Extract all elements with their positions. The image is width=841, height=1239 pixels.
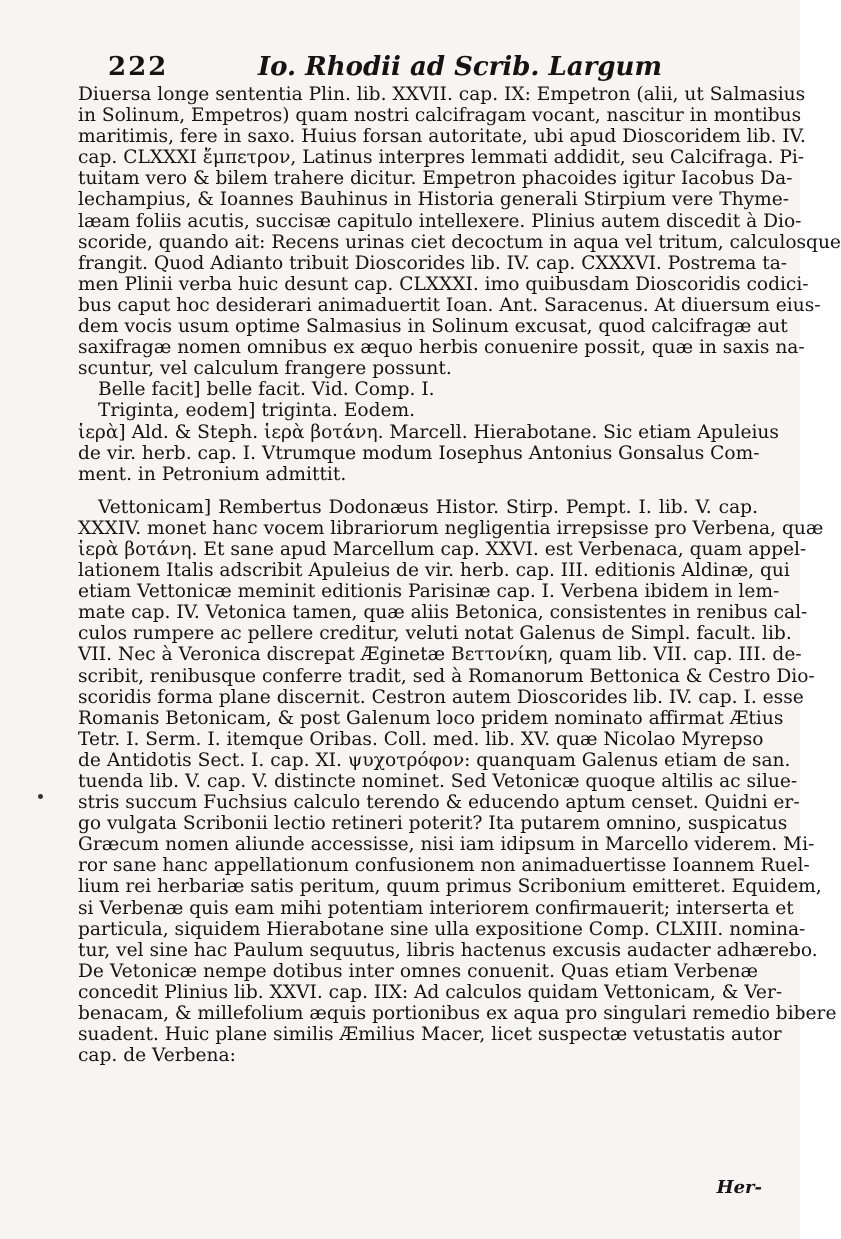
note-line: Belle facit] belle facit. Vid. Comp. I. [98, 379, 435, 401]
text-line: ror sane hanc appellationum confusionem non animaduertisse Ioannem Ruel- [78, 855, 810, 877]
text-line: saxifragæ nomen omnibus ex æquo herbis conuenire possit, quæ in saxis na- [78, 337, 805, 359]
text-line: cap. de Verbena: [78, 1045, 236, 1067]
text-line: lationem Italis adscribit Apuleius de vir. herb. cap. III. editionis Aldinæ, qui [78, 560, 790, 582]
text-line: tuitam vero & bilem trahere dicitur. Empetron phacoides igitur Iacobus Da- [78, 168, 793, 190]
text-line: VII. Nec à Veronica discrepat Æginetæ Βεττονίκη, quam lib. VII. cap. III. de- [78, 644, 802, 666]
text-line: culos rumpere ac pellere creditur, veluti notat Galenus de Simpl. facult. lib. [78, 623, 792, 645]
text-line: tuenda lib. V. cap. V. distincte nominet. Sed Vetonicæ quoque altilis ac silue- [78, 771, 798, 792]
text-line: scoride, quando ait: Recens urinas ciet decoctum in aqua vel tritum, calculosque [78, 231, 841, 253]
text-line: concedit Plinius lib. XXVI. cap. IIX: Ad calculos quidam Vettonicam, & Ver- [78, 981, 783, 1003]
paragraph-gap [78, 485, 758, 497]
body-text [78, 84, 841, 1067]
text-line: frangit. Quod Adianto tribuit Dioscorides lib. IV. cap. CXXXVI. Postrema ta- [78, 252, 788, 274]
text-line: si Verbenæ quis eam mihi potentiam interiorem confirmauerit; interserta et [78, 897, 794, 919]
text-line: lium rei herbariæ satis peritum, quum primus Scribonium emitteret. Equidem, [78, 876, 822, 898]
text-line: lechampius, & Ioannes Bauhinus in Historia generali Stirpium vere Thyme- [78, 189, 790, 211]
text-line: bus caput hoc desiderari animaduertit Ioan. Ant. Saracenus. At diuersum eius- [78, 294, 821, 316]
text-line: cap. CLXXXI ἔμπετρον, Latinus interpres lemmati addidit, seu Calcifraga. Pi- [78, 147, 805, 169]
text-line: scuntur, vel calculum frangere possunt. [78, 358, 452, 380]
text-line: Tetr. I. Serm. I. itemque Oribas. Coll. med. lib. XV. quæ Nicolao Myrepso [78, 728, 764, 750]
text-line: ment. in Petronium admittit. [78, 463, 347, 485]
text-line: scoridis forma plane discernit. Cestron autem Dioscorides lib. IV. cap. I. esse [78, 686, 804, 708]
text-line: particula, siquidem Hierabotane sine ulla expositione Comp. CLXIII. nomina- [78, 918, 806, 940]
text-line: XXXIV. monet hanc vocem librariorum negligentia irrepsisse pro Verbena, quæ [78, 517, 824, 539]
text-line: go vulgata Scribonii lectio retineri poterit? Ita putarem omnino, suspicatus [78, 813, 788, 835]
text-line: ἱερὰ βοτάνη. Et sane apud Marcellum cap. XXVI. est Verbenaca, quam appel- [78, 538, 807, 560]
running-head: Io. Rhodii ad Scrib. Largum [258, 52, 662, 82]
note-line: ἱερὰ] Ald. & Steph. ἱερὰ βοτάνη. Marcell. Hierabotane. Sic etiam Apuleius [78, 421, 779, 443]
text-line: Græcum nomen aliunde accessisse, nisi iam idipsum in Marcello viderem. Mi- [78, 834, 815, 856]
text-line: mate cap. IV. Vetonica tamen, quæ aliis Betonica, consistentes in renibus cal- [78, 602, 808, 624]
text-line: De Vetonicæ nempe dotibus inter omnes conuenit. Quas etiam Verbenæ [78, 960, 758, 982]
text-line: Diuersa longe sententia Plin. lib. XXVII. cap. IX: Empetron (alii, ut Salmasius [78, 84, 806, 105]
catchword: Her- [716, 1177, 762, 1198]
text-line: benacam, & millefolium æquis portionibus ex aqua pro singulari remedio bibere [78, 1003, 837, 1025]
text-line: men Plinii verba huic desunt cap. CLXXXI. imo quibusdam Dioscoridis codici- [78, 273, 809, 295]
text-line: scribit, renibusque conferre tradit, sed à Romanorum Bettonica & Cestro Dio- [78, 665, 815, 687]
text-line: tur, vel sine hac Paulum sequutus, libris hactenus excusis audacter adhærebo. [78, 939, 818, 961]
page-number: 222 [108, 52, 169, 82]
text-line: suadent. Huic plane similis Æmilius Macer, licet suspectæ vetustatis autor [78, 1024, 782, 1046]
text-line: stris succum Fuchsius calculo terendo & educendo aptum censet. Quidni er- [78, 792, 800, 814]
note-line: Vettonicam] Rembertus Dodonæus Histor. Stirp. Pempt. I. lib. V. cap. [98, 496, 758, 518]
note-line: Triginta, eodem] triginta. Eodem. [98, 400, 416, 422]
text-line: etiam Vettonicæ meminit editionis Parisinæ cap. I. Verbena ibidem in lem- [78, 581, 780, 603]
text-line: læam foliis acutis, succisæ capitulo intellexere. Plinius autem discedit à Dio- [78, 210, 802, 232]
text-line: de Antidotis Sect. I. cap. XI. ψυχοτρόφον: quanquam Galenus etiam de san. [78, 749, 791, 771]
text-line: dem vocis usum optime Salmasius in Solinum excusat, quod calcifragæ aut [78, 316, 788, 338]
text-line: de vir. herb. cap. I. Vtrumque modum Iosephus Antonius Gonsalus Com- [78, 442, 760, 464]
text-line: maritimis, fere in saxo. Huius forsan autoritate, ubi apud Dioscoridem lib. IV. [78, 126, 806, 148]
ink-speck [38, 794, 43, 799]
text-line: in Solinum, Empetros) quam nostri calcifragam vocant, nascitur in montibus [78, 105, 802, 127]
text-line: Romanis Betonicam, & post Galenum loco pridem nominato affirmat Ætius [78, 707, 784, 729]
